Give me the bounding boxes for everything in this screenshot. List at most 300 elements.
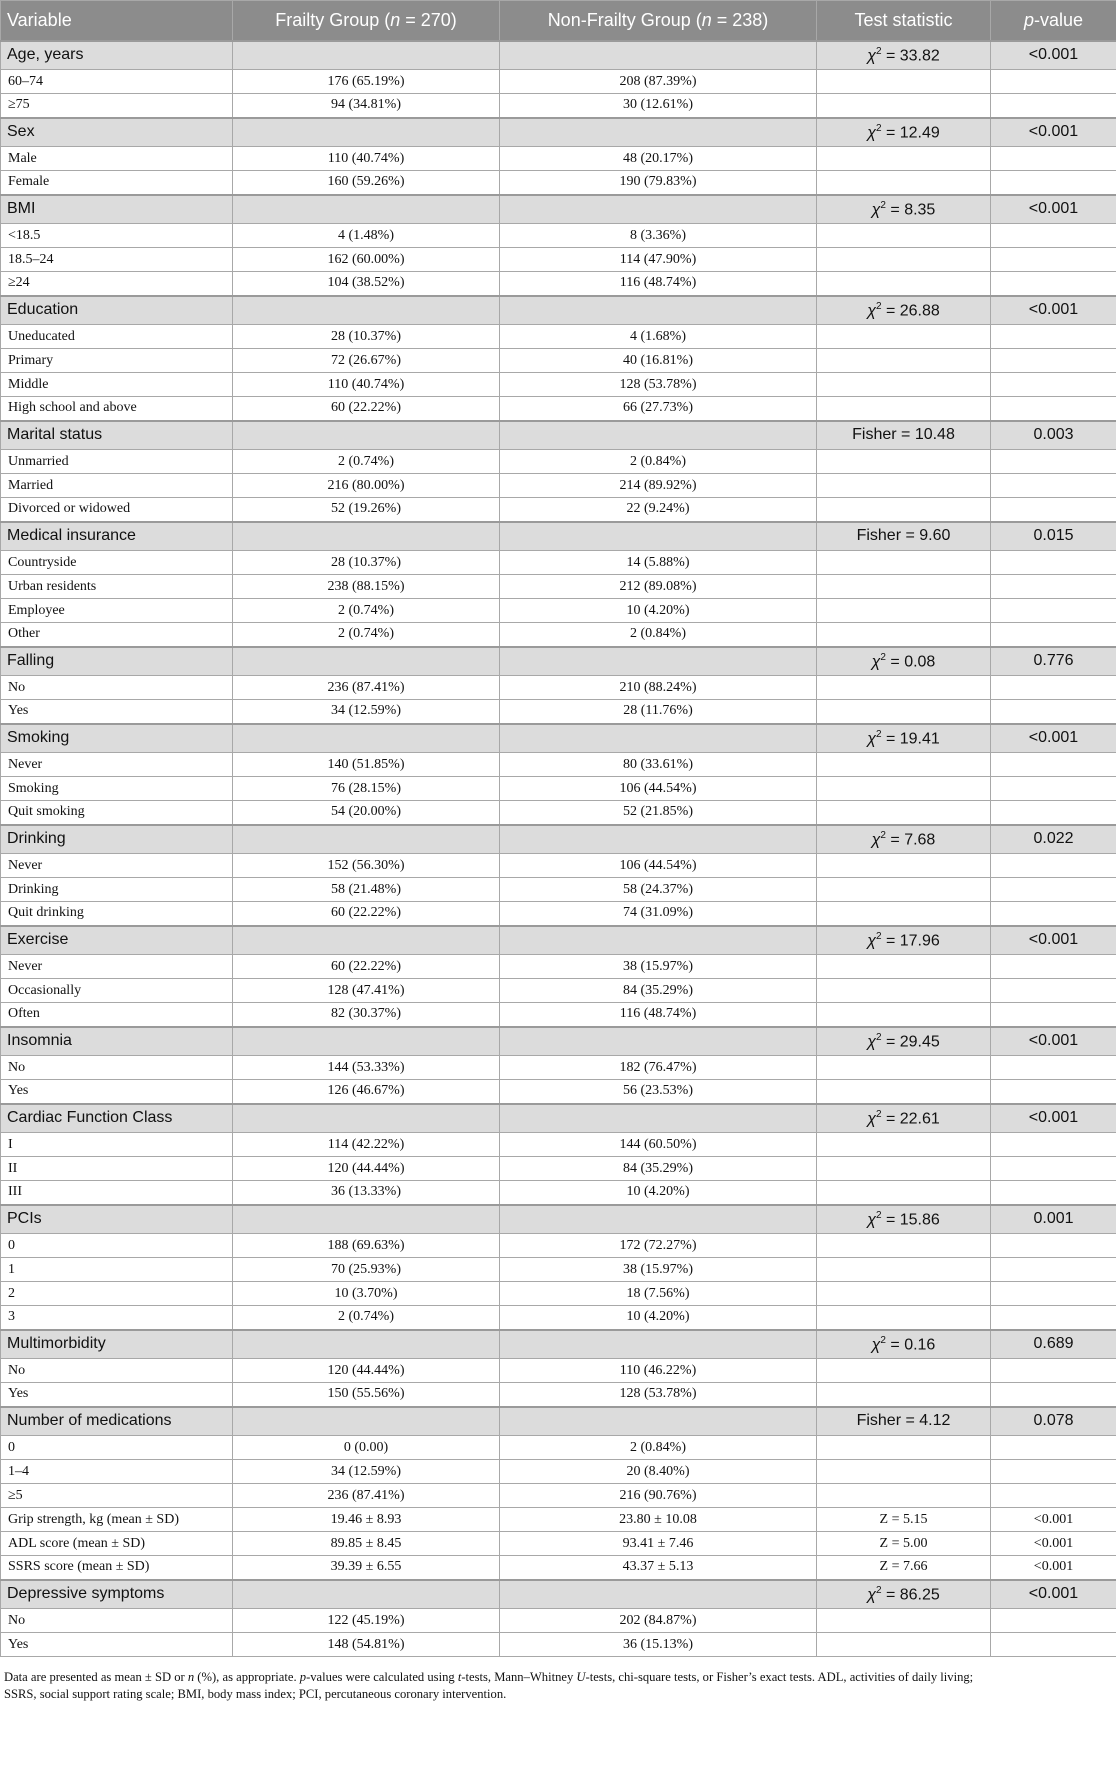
category-label: Number of medications (1, 1407, 233, 1436)
category-p-value: <0.001 (991, 926, 1116, 955)
category-p-value: <0.001 (991, 1580, 1116, 1609)
row-p-value (991, 373, 1116, 397)
category-row (1, 1580, 1116, 1609)
row-test-statistic (817, 955, 991, 979)
frailty-value: 39.39 ± 6.55 (233, 1556, 500, 1580)
statistic-value: = 0.08 (885, 652, 936, 670)
table-row (1, 1181, 1116, 1205)
frailty-value: 2 (0.74%) (233, 623, 500, 647)
row-p-value (991, 902, 1116, 926)
frailty-value: 110 (40.74%) (233, 147, 500, 171)
nonfrailty-value: 106 (44.54%) (500, 854, 817, 878)
category-empty-nonfrailty (500, 647, 817, 676)
chi-symbol: χ (871, 830, 881, 848)
category-p-value: <0.001 (991, 195, 1116, 224)
table-row (1, 224, 1116, 248)
category-test-statistic (817, 522, 991, 551)
nonfrailty-value: 23.80 ± 10.08 (500, 1508, 817, 1532)
table-row (1, 373, 1116, 397)
nonfrailty-value: 144 (60.50%) (500, 1133, 817, 1157)
nonfrailty-value: 128 (53.78%) (500, 1383, 817, 1407)
row-p-value (991, 94, 1116, 118)
table-row (1, 498, 1116, 522)
nonfrailty-value: 212 (89.08%) (500, 575, 817, 599)
category-row (1, 724, 1116, 753)
table-row (1, 1133, 1116, 1157)
category-empty-frailty (233, 1330, 500, 1359)
category-empty-nonfrailty (500, 1027, 817, 1056)
row-p-value (991, 498, 1116, 522)
row-label: Yes (1, 1080, 233, 1104)
row-p-value (991, 397, 1116, 421)
table-row (1, 1234, 1116, 1258)
statistic-value: = 8.35 (885, 200, 936, 218)
table-row (1, 676, 1116, 700)
frailty-value: 82 (30.37%) (233, 1003, 500, 1027)
row-test-statistic (817, 325, 991, 349)
category-label: Medical insurance (1, 522, 233, 551)
table-row (1, 854, 1116, 878)
category-test-statistic (817, 1330, 991, 1359)
category-label: Falling (1, 647, 233, 676)
table-row (1, 623, 1116, 647)
category-empty-frailty (233, 647, 500, 676)
nonfrailty-value: 10 (4.20%) (500, 1181, 817, 1205)
row-p-value (991, 1080, 1116, 1104)
row-label: Unmarried (1, 450, 233, 474)
row-label: Drinking (1, 878, 233, 902)
chi-symbol: χ (867, 123, 876, 141)
statistic-value: = 19.41 (881, 729, 940, 747)
frailty-value: 70 (25.93%) (233, 1258, 500, 1282)
frailty-value: 54 (20.00%) (233, 801, 500, 825)
category-test-statistic (817, 647, 991, 676)
table-row (1, 878, 1116, 902)
chi-symbol: χ (867, 931, 876, 949)
nonfrailty-value: 38 (15.97%) (500, 1258, 817, 1282)
table-row (1, 70, 1116, 94)
header-nonfrailty-group: Non-Frailty Group (n = 238) (500, 1, 817, 41)
category-p-value: <0.001 (991, 724, 1116, 753)
row-test-statistic (817, 1258, 991, 1282)
category-label: Education (1, 296, 233, 325)
frailty-value: 2 (0.74%) (233, 1306, 500, 1330)
chi-superscript: 2 (880, 199, 886, 211)
chi-superscript: 2 (880, 829, 886, 841)
row-label: Never (1, 854, 233, 878)
header-test-statistic: Test statistic (817, 1, 991, 41)
chi-superscript: 2 (875, 1108, 882, 1120)
row-test-statistic (817, 599, 991, 623)
row-test-statistic (817, 1003, 991, 1027)
row-label: Middle (1, 373, 233, 397)
table-row (1, 1436, 1116, 1460)
table-row (1, 753, 1116, 777)
nonfrailty-value: 10 (4.20%) (500, 599, 817, 623)
row-label: 0 (1, 1436, 233, 1460)
header-frailty-group: Frailty Group (n = 270) (233, 1, 500, 41)
row-test-statistic: Z = 5.15 (817, 1508, 991, 1532)
category-row (1, 1205, 1116, 1234)
category-p-value: <0.001 (991, 41, 1116, 70)
chi-symbol: χ (867, 46, 876, 64)
table-row (1, 575, 1116, 599)
category-label: Smoking (1, 724, 233, 753)
category-p-value: 0.776 (991, 647, 1116, 676)
frailty-value: 120 (44.44%) (233, 1359, 500, 1383)
row-p-value (991, 325, 1116, 349)
row-label: 1 (1, 1258, 233, 1282)
row-p-value: <0.001 (991, 1508, 1116, 1532)
nonfrailty-value: 2 (0.84%) (500, 1436, 817, 1460)
row-test-statistic (817, 147, 991, 171)
row-p-value (991, 700, 1116, 724)
table-row (1, 474, 1116, 498)
nonfrailty-value: 210 (88.24%) (500, 676, 817, 700)
table-row (1, 955, 1116, 979)
frailty-value: 2 (0.74%) (233, 450, 500, 474)
row-label: Employee (1, 599, 233, 623)
nonfrailty-value: 2 (0.84%) (500, 623, 817, 647)
table-row (1, 325, 1116, 349)
row-p-value: <0.001 (991, 1532, 1116, 1556)
frailty-value: 19.46 ± 8.93 (233, 1508, 500, 1532)
row-label: Never (1, 955, 233, 979)
row-p-value (991, 1003, 1116, 1027)
row-label: ≥24 (1, 272, 233, 296)
row-test-statistic (817, 753, 991, 777)
frailty-value: 216 (80.00%) (233, 474, 500, 498)
row-p-value (991, 1234, 1116, 1258)
row-p-value (991, 450, 1116, 474)
row-p-value (991, 1633, 1116, 1657)
chi-superscript: 2 (880, 1334, 886, 1346)
category-empty-nonfrailty (500, 1104, 817, 1133)
row-p-value (991, 1359, 1116, 1383)
table-row (1, 1460, 1116, 1484)
category-test-statistic (817, 195, 991, 224)
category-row (1, 195, 1116, 224)
row-test-statistic (817, 1282, 991, 1306)
statistic-value: = 26.88 (881, 301, 940, 319)
frailty-value: 0 (0.00) (233, 1436, 500, 1460)
frailty-value: 162 (60.00%) (233, 248, 500, 272)
row-p-value (991, 171, 1116, 195)
category-p-value: <0.001 (991, 1104, 1116, 1133)
frailty-value: 60 (22.22%) (233, 955, 500, 979)
row-label: 60–74 (1, 70, 233, 94)
row-p-value (991, 1460, 1116, 1484)
row-p-value (991, 753, 1116, 777)
category-empty-nonfrailty (500, 118, 817, 147)
category-empty-nonfrailty (500, 1580, 817, 1609)
frailty-value: 34 (12.59%) (233, 1460, 500, 1484)
frailty-value: 10 (3.70%) (233, 1282, 500, 1306)
frailty-value: 52 (19.26%) (233, 498, 500, 522)
row-p-value (991, 1157, 1116, 1181)
row-test-statistic (817, 700, 991, 724)
frailty-value: 72 (26.67%) (233, 349, 500, 373)
statistic-value: = 29.45 (881, 1032, 940, 1050)
row-test-statistic (817, 224, 991, 248)
category-test-statistic (817, 296, 991, 325)
row-test-statistic (817, 1359, 991, 1383)
row-test-statistic (817, 1157, 991, 1181)
table-row (1, 1609, 1116, 1633)
row-p-value (991, 1306, 1116, 1330)
row-label: ≥75 (1, 94, 233, 118)
row-test-statistic (817, 1436, 991, 1460)
nonfrailty-value: 56 (23.53%) (500, 1080, 817, 1104)
statistic-value: = 22.61 (881, 1109, 940, 1127)
category-p-value: 0.003 (991, 421, 1116, 450)
statistic-value: = 33.82 (881, 46, 940, 64)
category-empty-frailty (233, 825, 500, 854)
frailty-value: 160 (59.26%) (233, 171, 500, 195)
row-test-statistic (817, 248, 991, 272)
statistic-value: = 17.96 (881, 931, 940, 949)
nonfrailty-value: 116 (48.74%) (500, 272, 817, 296)
footnote-line-1: Data are presented as mean ± SD or n (%), as appropriate. p-values were calculated using t-tests, Mann–Whitney U-tests, chi-square tests, or Fisher’s exact tests. ADL, activities of daily living; (4, 1670, 974, 1684)
table-row (1, 272, 1116, 296)
frailty-value: 148 (54.81%) (233, 1633, 500, 1657)
category-row (1, 1407, 1116, 1436)
category-empty-nonfrailty (500, 926, 817, 955)
category-test-statistic (817, 118, 991, 147)
row-p-value (991, 224, 1116, 248)
category-test-statistic (817, 825, 991, 854)
nonfrailty-value: 22 (9.24%) (500, 498, 817, 522)
table-row (1, 1383, 1116, 1407)
nonfrailty-value: 30 (12.61%) (500, 94, 817, 118)
chi-superscript: 2 (875, 45, 882, 57)
category-empty-nonfrailty (500, 421, 817, 450)
category-p-value: <0.001 (991, 118, 1116, 147)
row-p-value (991, 599, 1116, 623)
category-empty-frailty (233, 724, 500, 753)
category-empty-nonfrailty (500, 825, 817, 854)
row-label: Other (1, 623, 233, 647)
nonfrailty-value: 38 (15.97%) (500, 955, 817, 979)
row-label: 18.5–24 (1, 248, 233, 272)
nonfrailty-value: 128 (53.78%) (500, 373, 817, 397)
nonfrailty-value: 18 (7.56%) (500, 1282, 817, 1306)
chi-superscript: 2 (875, 1584, 882, 1596)
row-label: Quit drinking (1, 902, 233, 926)
table-row (1, 1282, 1116, 1306)
category-p-value: <0.001 (991, 296, 1116, 325)
nonfrailty-value: 172 (72.27%) (500, 1234, 817, 1258)
category-empty-nonfrailty (500, 195, 817, 224)
chi-symbol: χ (871, 200, 881, 218)
category-row (1, 1104, 1116, 1133)
chi-superscript: 2 (875, 300, 882, 312)
row-label: Male (1, 147, 233, 171)
frailty-value: 114 (42.22%) (233, 1133, 500, 1157)
nonfrailty-value: 116 (48.74%) (500, 1003, 817, 1027)
category-row (1, 522, 1116, 551)
category-label: Age, years (1, 41, 233, 70)
nonfrailty-value: 4 (1.68%) (500, 325, 817, 349)
table-row (1, 248, 1116, 272)
row-test-statistic (817, 1181, 991, 1205)
row-p-value (991, 955, 1116, 979)
table-row (1, 147, 1116, 171)
row-label: 2 (1, 1282, 233, 1306)
row-test-statistic (817, 902, 991, 926)
table-row (1, 171, 1116, 195)
category-row (1, 647, 1116, 676)
row-label: No (1, 676, 233, 700)
row-p-value (991, 623, 1116, 647)
row-label: I (1, 1133, 233, 1157)
row-test-statistic (817, 1633, 991, 1657)
statistic-value: = 12.49 (881, 123, 940, 141)
frailty-value: 128 (47.41%) (233, 979, 500, 1003)
nonfrailty-value: 2 (0.84%) (500, 450, 817, 474)
row-p-value (991, 474, 1116, 498)
row-label: <18.5 (1, 224, 233, 248)
category-p-value: 0.689 (991, 1330, 1116, 1359)
category-label: Multimorbidity (1, 1330, 233, 1359)
category-label: Drinking (1, 825, 233, 854)
row-label: II (1, 1157, 233, 1181)
row-p-value (991, 272, 1116, 296)
table-row (1, 979, 1116, 1003)
frailty-value: 60 (22.22%) (233, 902, 500, 926)
table-footnote (4, 1669, 1114, 1703)
chi-superscript: 2 (875, 1031, 882, 1043)
row-p-value (991, 1436, 1116, 1460)
table-row (1, 1056, 1116, 1080)
table-row (1, 397, 1116, 421)
chi-superscript: 2 (880, 651, 886, 663)
category-row (1, 118, 1116, 147)
row-label: ≥5 (1, 1484, 233, 1508)
nonfrailty-value: 202 (84.87%) (500, 1609, 817, 1633)
nonfrailty-value: 40 (16.81%) (500, 349, 817, 373)
row-test-statistic (817, 272, 991, 296)
category-test-statistic (817, 926, 991, 955)
row-test-statistic (817, 1080, 991, 1104)
category-test-statistic (817, 1027, 991, 1056)
row-test-statistic (817, 801, 991, 825)
frailty-value: 104 (38.52%) (233, 272, 500, 296)
category-empty-nonfrailty (500, 296, 817, 325)
nonfrailty-value: 74 (31.09%) (500, 902, 817, 926)
row-test-statistic (817, 1484, 991, 1508)
row-label: ADL score (mean ± SD) (1, 1532, 233, 1556)
table-row (1, 1556, 1116, 1580)
row-p-value (991, 1383, 1116, 1407)
nonfrailty-value: 48 (20.17%) (500, 147, 817, 171)
row-p-value (991, 248, 1116, 272)
row-test-statistic (817, 551, 991, 575)
row-p-value (991, 878, 1116, 902)
row-test-statistic (817, 450, 991, 474)
row-test-statistic (817, 349, 991, 373)
frailty-value: 4 (1.48%) (233, 224, 500, 248)
nonfrailty-value: 93.41 ± 7.46 (500, 1532, 817, 1556)
row-test-statistic (817, 1133, 991, 1157)
frailty-value: 152 (56.30%) (233, 854, 500, 878)
row-test-statistic (817, 777, 991, 801)
frailty-value: 188 (69.63%) (233, 1234, 500, 1258)
category-label: Depressive symptoms (1, 1580, 233, 1609)
frailty-value: 110 (40.74%) (233, 373, 500, 397)
row-p-value (991, 1181, 1116, 1205)
row-label: Often (1, 1003, 233, 1027)
category-row (1, 421, 1116, 450)
chi-symbol: χ (867, 301, 876, 319)
row-test-statistic (817, 575, 991, 599)
statistic-value: = 15.86 (881, 1210, 940, 1228)
table-row (1, 1003, 1116, 1027)
table-row (1, 777, 1116, 801)
chi-superscript: 2 (875, 728, 882, 740)
category-label: PCIs (1, 1205, 233, 1234)
nonfrailty-value: 36 (15.13%) (500, 1633, 817, 1657)
statistic-value: = 0.16 (885, 1335, 936, 1353)
category-test-statistic (817, 1580, 991, 1609)
category-row (1, 1027, 1116, 1056)
category-empty-frailty (233, 41, 500, 70)
nonfrailty-value: 208 (87.39%) (500, 70, 817, 94)
row-label: Uneducated (1, 325, 233, 349)
table-row (1, 1532, 1116, 1556)
category-label: BMI (1, 195, 233, 224)
nonfrailty-value: 190 (79.83%) (500, 171, 817, 195)
category-empty-nonfrailty (500, 1330, 817, 1359)
category-p-value: 0.015 (991, 522, 1116, 551)
row-p-value (991, 1258, 1116, 1282)
category-row (1, 825, 1116, 854)
row-test-statistic (817, 676, 991, 700)
category-empty-frailty (233, 522, 500, 551)
nonfrailty-value: 106 (44.54%) (500, 777, 817, 801)
statistic-value: Fisher = 10.48 (852, 426, 955, 444)
frailty-value: 140 (51.85%) (233, 753, 500, 777)
nonfrailty-value: 84 (35.29%) (500, 979, 817, 1003)
row-test-statistic (817, 1460, 991, 1484)
row-p-value (991, 777, 1116, 801)
category-p-value: 0.078 (991, 1407, 1116, 1436)
row-p-value (991, 575, 1116, 599)
row-label: 1–4 (1, 1460, 233, 1484)
table-row (1, 599, 1116, 623)
chi-symbol: χ (867, 1585, 876, 1603)
row-label: Yes (1, 1633, 233, 1657)
chi-symbol: χ (871, 1335, 881, 1353)
nonfrailty-value: 84 (35.29%) (500, 1157, 817, 1181)
row-p-value (991, 1484, 1116, 1508)
table-body (1, 41, 1116, 1657)
row-label: Quit smoking (1, 801, 233, 825)
row-test-statistic (817, 70, 991, 94)
row-p-value (991, 676, 1116, 700)
row-test-statistic: Z = 7.66 (817, 1556, 991, 1580)
table-row (1, 1258, 1116, 1282)
category-label: Insomnia (1, 1027, 233, 1056)
row-label: 0 (1, 1234, 233, 1258)
category-label: Cardiac Function Class (1, 1104, 233, 1133)
frailty-value: 28 (10.37%) (233, 325, 500, 349)
frailty-value: 2 (0.74%) (233, 599, 500, 623)
nonfrailty-value: 114 (47.90%) (500, 248, 817, 272)
row-label: Yes (1, 700, 233, 724)
category-row (1, 296, 1116, 325)
category-test-statistic (817, 421, 991, 450)
